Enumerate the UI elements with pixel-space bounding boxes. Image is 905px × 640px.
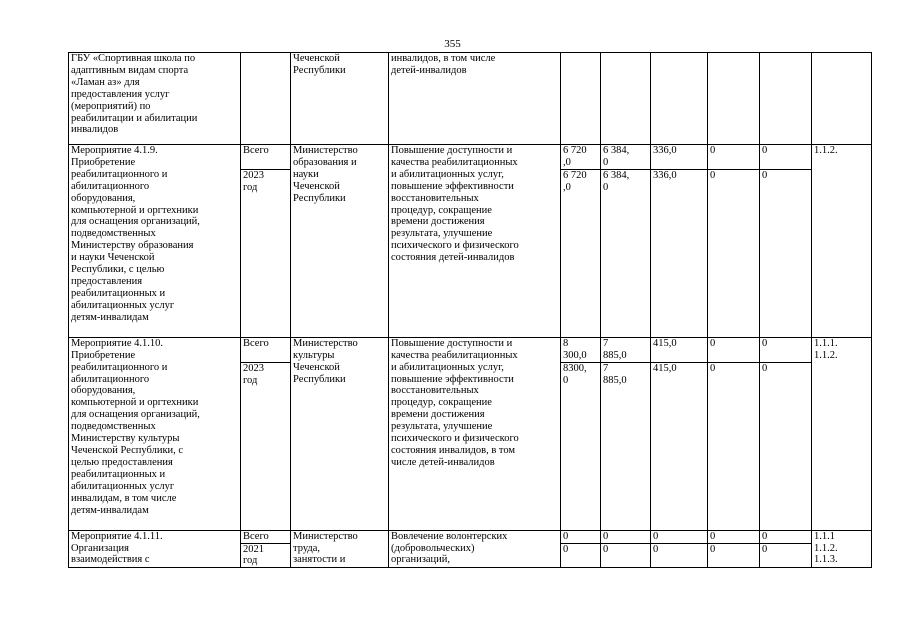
table-cell [561,337,601,362]
cell-text: 0 [710,543,716,555]
table-cell [601,362,651,530]
table-cell [812,53,872,145]
table-cell [708,543,760,568]
table-cell [651,337,708,362]
table-cell [812,145,872,338]
table-cell [389,53,561,145]
table-cell [561,169,601,337]
table-cell [651,362,708,530]
page-number: 355 [444,38,461,50]
table-cell [601,53,651,145]
cell-text: 1.1.1 1.1.2. 1.1.3. [814,530,838,566]
cell-text: 0 [710,362,716,374]
table-cell [69,530,241,568]
cell-text: 6 384, 0 [603,169,630,193]
cell-text: 0 [762,530,768,542]
cell-text: 0 [762,362,768,374]
table-cell [601,530,651,543]
table-cell [760,53,812,145]
cell-text: Всего [243,337,269,349]
cell-text: 6 720 ,0 [563,145,587,168]
cell-text: 336,0 [653,145,677,156]
cell-text: Повышение доступности и качества реабилитационных и абилитационных услуг, повышение эффективности восстановительных процедур, сокращение времени достижения результата, улучшение психического и физического состояния детей-инвалидов [391,145,519,264]
table-cell [760,530,812,543]
table-cell [561,53,601,145]
table-cell [241,53,291,145]
table-cell [561,543,601,568]
cell-text: 7 885,0 [603,337,627,361]
cell-text: Всего [243,530,269,542]
cell-text: Мероприятие 4.1.10. Приобретение реабилитационного и абилитационного оборудования, компьютерной и оргтехники для оснащения организаций, подведомственных Министерству культуры Чеченской Республики, с целью предоставления реабилитационных и абилитационных услуг инвалидам, в том числе детям-инвалидам [71,337,200,516]
cell-text: 336,0 [653,169,677,181]
table-cell [241,169,291,337]
cell-text: 0 [710,145,716,156]
table-row [69,53,872,145]
cell-text: Мероприятие 4.1.9. Приобретение реабилитационного и абилитационного оборудования, компьютерной и оргтехники для оснащения организаций, подведомственных Министерству образования и науки Чеченской Республики, с целью предоставления реабилитационных и абилитационных услуг детям-инвалидам [71,145,200,323]
cell-text: 0 [762,543,768,555]
table-cell [69,337,241,530]
cell-text: 415,0 [653,362,677,374]
table-cell [651,543,708,568]
table-cell [291,530,389,568]
cell-text: 8 300,0 [563,337,587,361]
table-cell [708,145,760,170]
table-row [69,337,872,362]
table-cell [601,169,651,337]
cell-text: 0 [762,145,768,156]
cell-text: 1.1.1. 1.1.2. [814,337,838,361]
table-cell [760,169,812,337]
cell-text: 0 [653,543,659,555]
cell-text: Мероприятие 4.1.11. Организация взаимодействия с [71,530,163,566]
table-cell [651,53,708,145]
cell-text: 6 720 ,0 [563,169,587,193]
table-cell [561,362,601,530]
table-cell [760,337,812,362]
cell-text: ГБУ «Спортивная школа по адаптивным видам спорта «Ламан аз» для предоставления услуг (мероприятий) по реабилитации и абилитации инвалидов [71,53,198,136]
table-cell [760,145,812,170]
cell-text: 0 [762,337,768,349]
table-cell [601,337,651,362]
cell-text: 0 [710,530,716,542]
cell-text: 2021 год [243,543,264,567]
table-cell [561,145,601,170]
program-activities-table [68,52,872,568]
cell-text: 0 [710,169,716,181]
table-cell [651,530,708,543]
table-cell [651,169,708,337]
cell-text: 8300, 0 [563,362,587,386]
table-cell [69,145,241,338]
table-cell [812,530,872,568]
table-row [69,145,872,170]
table-cell [708,53,760,145]
cell-text: 7 885,0 [603,362,627,386]
cell-text: Министерство труда, занятости и [293,530,358,566]
table-cell [69,53,241,145]
cell-text: 0 [563,543,569,555]
table-cell [760,543,812,568]
cell-text: Министерство образования и науки Чеченской Республики [293,145,358,204]
cell-text: 0 [563,530,569,542]
table-cell [241,362,291,530]
table-row [69,530,872,543]
table-cell [389,145,561,338]
table-cell [241,543,291,568]
table-cell [389,530,561,568]
cell-text: Всего [243,145,269,156]
table-cell [760,362,812,530]
table-cell [241,145,291,170]
table-cell [708,169,760,337]
table-cell [601,543,651,568]
table-cell [708,362,760,530]
table-cell [241,530,291,543]
cell-text: Вовлечение волонтерских (добровольческих) организаций, [391,530,508,566]
cell-text: Повышение доступности и качества реабилитационных и абилитационных услуг, повышение эффективности восстановительных процедур, сокращение времени достижения результата, улучшение психического и физического состояния инвалидов, в том числе детей-инвалидов [391,337,519,468]
cell-text: 2023 год [243,169,264,193]
table-cell [389,337,561,530]
cell-text: 415,0 [653,337,677,349]
table-cell [651,145,708,170]
table-cell [291,337,389,530]
cell-text: инвалидов, в том числе детей-инвалидов [391,53,496,76]
table-cell [291,53,389,145]
table-cell [241,337,291,362]
table-cell [601,145,651,170]
cell-text: 6 384, 0 [603,145,630,168]
cell-text: 0 [762,169,768,181]
cell-text: 0 [653,530,659,542]
table-cell [812,337,872,530]
cell-text: 0 [710,337,716,349]
table-cell [561,530,601,543]
cell-text: 1.1.2. [814,145,838,156]
table-cell [291,145,389,338]
cell-text: 2023 год [243,362,264,386]
cell-text: 0 [603,530,609,542]
cell-text: Министерство культуры Чеченской Республики [293,337,358,385]
cell-text: Чеченской Республики [293,53,346,76]
table-cell [708,530,760,543]
cell-text: 0 [603,543,609,555]
table-cell [708,337,760,362]
